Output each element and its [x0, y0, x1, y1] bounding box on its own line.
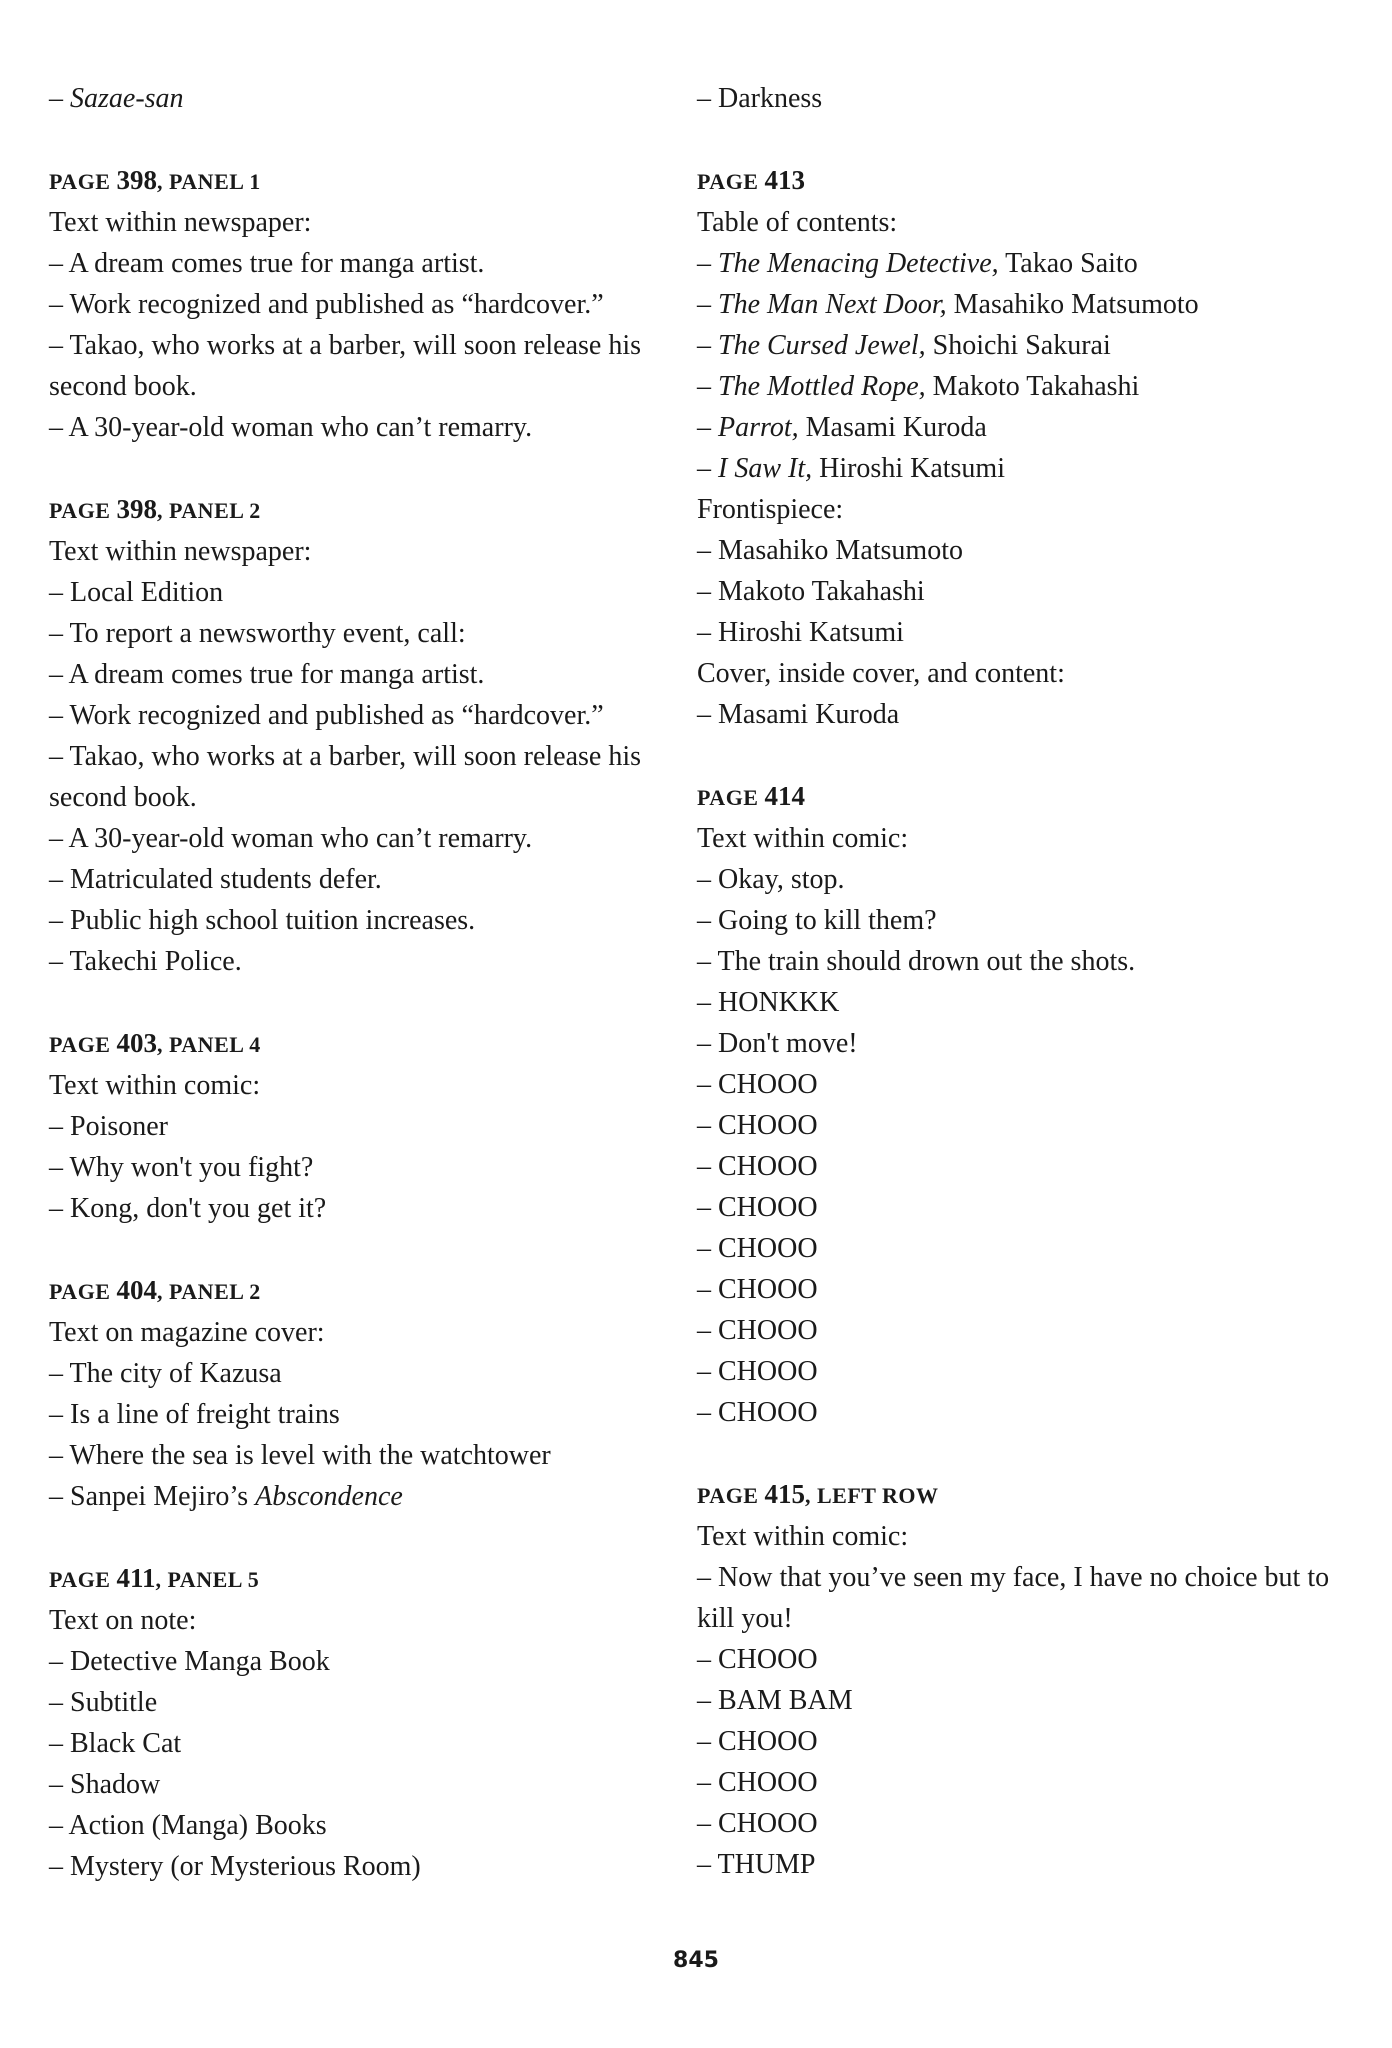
text-line: – Shadow [49, 1769, 161, 1800]
toc-label: Table of contents: [697, 207, 898, 238]
text-line: – A 30-year-old woman who can’t remarry. [49, 412, 533, 443]
book-title: Abscondence [255, 1481, 403, 1512]
text-line: Frontispiece: [697, 494, 844, 525]
text-line: – Okay, stop. [697, 864, 845, 895]
text-line: – Makoto Takahashi [697, 576, 925, 607]
text-line: – To report a newsworthy event, call: [49, 618, 466, 649]
text-line: – CHOOO [697, 1192, 818, 1223]
text-line: – CHOOO [697, 1397, 818, 1428]
text-line: Text within comic: [49, 1070, 261, 1101]
text-line: – CHOOO [697, 1315, 818, 1346]
toc-entry: – Parrot, Masami Kuroda [697, 412, 987, 443]
text-line: – CHOOO [697, 1151, 818, 1182]
text-line: – Masami Kuroda [697, 699, 900, 730]
text-line: – CHOOO [697, 1644, 818, 1675]
text-line: – CHOOO [697, 1110, 818, 1141]
text-line: – Public high school tuition increases. [49, 905, 476, 936]
toc-entry: – The Cursed Jewel, Shoichi Sakurai [697, 330, 1111, 361]
text-line: – CHOOO [697, 1726, 818, 1757]
section-page-403-panel-4 [49, 1023, 659, 1229]
section-heading: PAGE 398, PANEL 2 [49, 494, 261, 524]
text-line: – A 30-year-old woman who can’t remarry. [49, 823, 533, 854]
text-line: – Takao, who works at a barber, will soon release his second book. [49, 330, 642, 402]
page-number: 845 [673, 1948, 719, 1973]
section-heading: PAGE 414 [697, 781, 805, 811]
text-line: – CHOOO [697, 1274, 818, 1305]
text-line: Text within newspaper: [49, 207, 312, 238]
text-line: – Detective Manga Book [49, 1646, 330, 1677]
text-line: – CHOOO [697, 1069, 818, 1100]
section-heading: PAGE 403, PANEL 4 [49, 1028, 261, 1058]
text-line: – Work recognized and published as “hardcover.” [49, 700, 604, 731]
section-page-413 [697, 160, 1337, 735]
text-line: – CHOOO [697, 1808, 818, 1839]
text-line: Text on magazine cover: [49, 1317, 325, 1348]
text-line: – Local Edition [49, 577, 224, 608]
text-line: Cover, inside cover, and content: [697, 658, 1065, 689]
text-line: – Sanpei Mejiro’s Abscondence [49, 1481, 403, 1512]
text-line: Text within newspaper: [49, 536, 312, 567]
top-line-left: – Sazae-san [49, 83, 184, 114]
text-line: – Kong, don't you get it? [49, 1193, 327, 1224]
section-page-415-left-row [697, 1474, 1337, 1885]
text-line: – Work recognized and published as “hardcover.” [49, 289, 604, 320]
text-line: – CHOOO [697, 1356, 818, 1387]
text-line: – Don't move! [697, 1028, 858, 1059]
text-line: – CHOOO [697, 1767, 818, 1798]
text-line: – Hiroshi Katsumi [697, 617, 904, 648]
section-heading: PAGE 415, LEFT ROW [697, 1479, 939, 1509]
toc-entry: – The Man Next Door, Masahiko Matsumoto [697, 289, 1199, 320]
text-line: – Is a line of freight trains [49, 1399, 340, 1430]
text-line: Text within comic: [697, 1521, 909, 1552]
section-page-398-panel-2 [49, 489, 659, 982]
toc-entry: – The Menacing Detective, Takao Saito [697, 248, 1138, 279]
text-line: – HONKKK [697, 987, 840, 1018]
text-line: – Poisoner [49, 1111, 168, 1142]
text-line: – A dream comes true for manga artist. [49, 248, 485, 279]
toc-entry: – The Mottled Rope, Makoto Takahashi [697, 371, 1140, 402]
text-line: – Takao, who works at a barber, will soon release his second book. [49, 741, 642, 813]
text-line: – The train should drown out the shots. [697, 946, 1136, 977]
text-line: – Going to kill them? [697, 905, 937, 936]
section-page-414 [697, 776, 1337, 1433]
text-line: – THUMP [697, 1849, 816, 1880]
section-heading: PAGE 411, PANEL 5 [49, 1563, 260, 1593]
top-line-right: – Darkness [697, 83, 823, 114]
text-line: Text on note: [49, 1605, 197, 1636]
text-line: – A dream comes true for manga artist. [49, 659, 485, 690]
toc-entry: – I Saw It, Hiroshi Katsumi [697, 453, 1005, 484]
text-line: – The city of Kazusa [49, 1358, 282, 1389]
text-line: – Subtitle [49, 1687, 158, 1718]
section-page-411-panel-5 [49, 1558, 659, 1887]
section-heading: PAGE 398, PANEL 1 [49, 165, 261, 195]
text-line: – Where the sea is level with the watchtower [49, 1440, 551, 1471]
text-line: – CHOOO [697, 1233, 818, 1264]
text-line: Text within comic: [697, 823, 909, 854]
right-column [697, 78, 1337, 1885]
section-heading: PAGE 404, PANEL 2 [49, 1275, 261, 1305]
text-line: – Why won't you fight? [49, 1152, 314, 1183]
text-line: – BAM BAM [697, 1685, 853, 1716]
section-page-398-panel-1 [49, 160, 659, 448]
text-line: – Action (Manga) Books [49, 1810, 327, 1841]
left-column [49, 78, 659, 1887]
section-page-404-panel-2 [49, 1270, 659, 1517]
text-line: – Now that you’ve seen my face, I have no choice but to kill you! [697, 1562, 1330, 1634]
text-line: – Matriculated students defer. [49, 864, 382, 895]
text-line: – Black Cat [49, 1728, 182, 1759]
text-line: – Masahiko Matsumoto [697, 535, 963, 566]
section-heading: PAGE 413 [697, 165, 805, 195]
text-line: – Mystery (or Mysterious Room) [49, 1851, 421, 1882]
text-line: – Takechi Police. [49, 946, 242, 977]
